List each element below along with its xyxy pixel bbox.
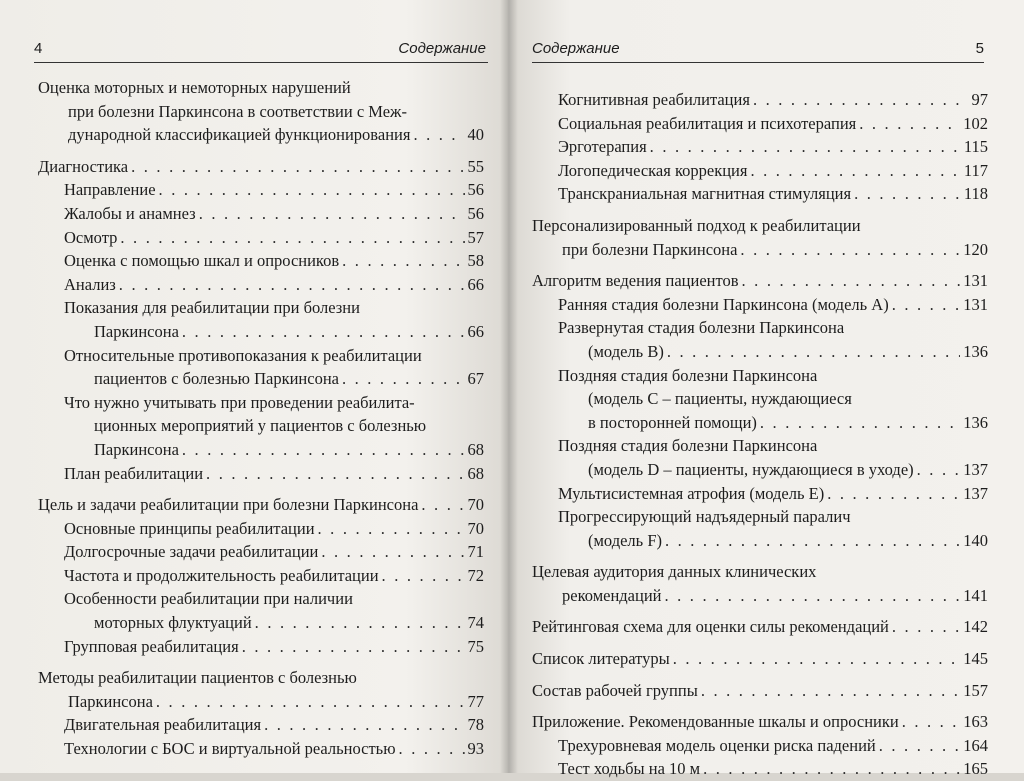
toc-page-number: 66 (467, 274, 484, 294)
toc-page-number: 163 (963, 712, 988, 732)
toc-entry[interactable] (532, 135, 988, 159)
toc-entry-title: моторных флуктуаций (94, 613, 252, 633)
toc-entry-title: рекомендаций (562, 585, 662, 605)
leader-dots (703, 757, 960, 781)
section-gap (532, 639, 988, 647)
toc-entry-title: Список литературы (532, 649, 670, 669)
toc-page-number: 70 (467, 518, 484, 538)
toc-page-number: 68 (467, 463, 484, 483)
toc-page-number: 140 (963, 530, 988, 550)
toc-entry-title: при болезни Паркинсона в соответствии с Меж- (68, 101, 407, 121)
toc-entry[interactable] (532, 112, 988, 136)
leader-dots (321, 540, 464, 564)
leader-dots (342, 249, 464, 273)
toc-page-number: 40 (467, 125, 484, 145)
toc-list (532, 88, 988, 781)
leader-dots (650, 135, 961, 159)
toc-page-number: 137 (963, 483, 988, 503)
toc-entry-title: Мультисистемная атрофия (модель Е) (558, 483, 825, 503)
leader-dots (413, 123, 464, 147)
leader-dots (399, 737, 465, 761)
leader-dots (255, 611, 465, 635)
toc-entry-title: Эрготерапия (558, 137, 647, 157)
toc-entry[interactable] (532, 293, 988, 317)
toc-entry[interactable] (38, 226, 484, 250)
toc-page-number: 97 (971, 90, 988, 109)
toc-entry-title: дународной классификацией функционирования (68, 125, 411, 145)
toc-entry-title: Направление (64, 180, 156, 200)
toc-entry-title: Состав рабочей группы (532, 680, 698, 700)
toc-entry[interactable] (532, 505, 988, 552)
leader-dots (917, 458, 961, 482)
toc-entry[interactable] (38, 462, 484, 486)
leader-dots (182, 320, 465, 344)
toc-entry[interactable] (532, 88, 988, 112)
toc-entry-title: Социальная реабилитация и психотерапия (558, 113, 857, 133)
toc-page-number: 165 (963, 759, 988, 779)
leader-dots (665, 584, 961, 608)
toc-entry-title: Поздняя стадия болезни Паркинсона (558, 365, 818, 385)
leader-dots (318, 517, 465, 541)
leader-dots (421, 493, 464, 517)
toc-page-number: 72 (467, 565, 484, 585)
toc-entry[interactable] (532, 615, 988, 639)
toc-entry-title: ционных мероприятий у пациентов с болезнью (94, 416, 427, 436)
toc-entry[interactable] (38, 273, 484, 297)
toc-entry-title: при болезни Паркинсона (562, 239, 738, 259)
leader-dots (740, 238, 960, 262)
page-number: 4 (34, 40, 43, 57)
leader-dots (859, 112, 960, 136)
toc-entry-title: Когнитивная реабилитация (558, 90, 750, 109)
toc-page-number: 67 (467, 369, 484, 389)
toc-entry-title: Персонализированный подход к реабилитации (532, 215, 861, 235)
toc-entry[interactable] (38, 493, 484, 517)
leader-dots (892, 615, 960, 639)
toc-entry-title: Двигательная реабилитация (64, 715, 262, 735)
toc-page-number: 55 (467, 156, 484, 176)
toc-entry-title: Трехуровневая модель оценки риска падений (558, 735, 876, 755)
toc-entry[interactable] (38, 155, 484, 179)
toc-page-number: 56 (467, 203, 484, 223)
toc-entry[interactable] (38, 635, 484, 659)
toc-entry[interactable] (532, 734, 988, 758)
section-gap (38, 658, 484, 666)
leader-dots (342, 367, 465, 391)
leader-dots (753, 88, 969, 112)
toc-page-number: 117 (963, 160, 988, 180)
toc-entry[interactable] (532, 269, 988, 293)
toc-page-number: 142 (963, 617, 988, 637)
toc-entry[interactable] (38, 178, 484, 202)
toc-page-number: 137 (963, 459, 988, 479)
leader-dots (879, 734, 961, 758)
toc-entry-title: Основные принципы реабилитации (64, 518, 315, 538)
toc-entry[interactable] (38, 76, 484, 147)
toc-entry-title: Прогрессирующий надъядерный паралич (558, 507, 851, 527)
toc-entry[interactable] (38, 587, 484, 634)
toc-list (38, 76, 484, 761)
leader-dots (382, 564, 465, 588)
toc-entry[interactable] (532, 757, 988, 781)
toc-page-number: 58 (467, 251, 484, 271)
toc-entry-title: в посторонней помощи) (588, 412, 757, 432)
page-number: 5 (975, 40, 984, 57)
toc-entry-title: (модель F) (588, 530, 662, 550)
header-rule (532, 62, 984, 63)
section-gap (38, 485, 484, 493)
toc-page-number: 136 (963, 412, 988, 432)
leader-dots (854, 182, 961, 206)
section-gap (532, 607, 988, 615)
toc-entry-title: Особенности реабилитации при наличии (64, 589, 353, 609)
toc-page-number: 164 (963, 735, 988, 755)
leader-dots (206, 462, 464, 486)
toc-page-number: 68 (467, 439, 484, 459)
toc-entry[interactable] (532, 159, 988, 183)
toc-entry[interactable] (38, 666, 484, 713)
book-gutter (500, 0, 518, 773)
leader-dots (701, 679, 960, 703)
toc-entry-title: Методы реабилитации пациентов с болезнью (38, 668, 357, 688)
section-gap (532, 206, 988, 214)
leader-dots (120, 226, 464, 250)
toc-entry-title: Анализ (64, 274, 116, 294)
toc-page-number: 141 (963, 585, 988, 605)
toc-page-number: 78 (467, 715, 484, 735)
leader-dots (199, 202, 465, 226)
leader-dots (827, 482, 960, 506)
toc-entry-title: Транскраниальная магнитная стимуляция (558, 184, 852, 204)
toc-entry-title: Частота и продолжительность реабилитации (64, 565, 379, 585)
toc-page-number: 70 (467, 495, 484, 515)
toc-entry[interactable] (532, 214, 988, 261)
toc-entry-title: Оценка моторных и немоторных нарушений (38, 78, 351, 97)
leader-dots (902, 710, 961, 734)
leader-dots (242, 635, 465, 659)
running-title: Содержание (532, 40, 620, 57)
toc-entry-title: Рейтинговая схема для оценки силы рекомендаций (532, 617, 889, 637)
toc-page-number: 93 (467, 739, 484, 759)
left-page (0, 0, 508, 773)
toc-entry-title: План реабилитации (64, 463, 204, 483)
toc-entry-title: (модель В) (588, 341, 664, 361)
toc-entry-title: Показания для реабилитации при болезни (64, 298, 360, 318)
toc-entry-title: Относительные противопоказания к реабилитации (64, 345, 422, 365)
section-gap (532, 702, 988, 710)
toc-entry-title: Поздняя стадия болезни Паркинсона (558, 436, 818, 456)
toc-entry-title: Развернутая стадия болезни Паркинсона (558, 318, 845, 338)
toc-entry-title: Целевая аудитория данных клинических (532, 562, 817, 582)
toc-entry[interactable] (38, 249, 484, 273)
toc-entry-title: Приложение. Рекомендованные шкалы и опросники (532, 712, 899, 732)
toc-entry[interactable] (532, 482, 988, 506)
leader-dots (264, 713, 464, 737)
toc-entry[interactable] (38, 202, 484, 226)
toc-entry-title: Ранняя стадия болезни Паркинсона (модель А) (558, 294, 889, 314)
leader-dots (750, 159, 960, 183)
toc-entry-title: Алгоритм ведения пациентов (532, 271, 739, 291)
leader-dots (665, 529, 960, 553)
toc-entry-title: Паркинсона (68, 691, 153, 711)
toc-entry-title: Что нужно учитывать при проведении реабилита- (64, 392, 415, 412)
leader-dots (131, 155, 464, 179)
leader-dots (182, 438, 465, 462)
toc-entry-title: Технологии с БОС и виртуальной реальностью (64, 739, 396, 759)
toc-page-number: 71 (467, 542, 484, 562)
toc-page-number: 115 (963, 137, 988, 157)
toc-entry-title: Тест ходьбы на 10 м (558, 759, 701, 779)
toc-entry-title: (модель D – пациенты, нуждающиеся в уходе) (588, 459, 914, 479)
leader-dots (673, 647, 961, 671)
toc-entry-title: Паркинсона (94, 439, 179, 459)
toc-entry[interactable] (532, 316, 988, 363)
toc-entry[interactable] (38, 296, 484, 343)
leader-dots (892, 293, 961, 317)
toc-entry[interactable] (38, 391, 484, 462)
toc-page-number: 131 (963, 294, 988, 314)
toc-page-number: 136 (963, 341, 988, 361)
toc-entry-title: Паркинсона (94, 321, 179, 341)
toc-page-number: 77 (467, 691, 484, 711)
toc-entry-title: Диагностика (38, 156, 129, 176)
toc-entry-title: (модель С – пациенты, нуждающиеся (588, 389, 852, 409)
toc-page-number: 145 (963, 649, 988, 669)
toc-page-number: 57 (467, 227, 484, 247)
toc-entry-title: Оценка с помощью шкал и опросников (64, 251, 340, 271)
toc-entry[interactable] (38, 517, 484, 541)
header-rule (34, 62, 488, 63)
leader-dots (760, 411, 960, 435)
section-gap (38, 147, 484, 155)
toc-entry[interactable] (38, 564, 484, 588)
toc-entry[interactable] (38, 540, 484, 564)
toc-entry[interactable] (532, 560, 988, 607)
toc-entry[interactable] (38, 713, 484, 737)
toc-entry-title: Логопедическая коррекция (558, 160, 748, 180)
toc-entry[interactable] (532, 647, 988, 671)
toc-page-number: 157 (963, 680, 988, 700)
toc-page-number: 118 (963, 184, 988, 204)
leader-dots (156, 690, 465, 714)
leader-dots (667, 340, 960, 364)
toc-page-number: 120 (963, 239, 988, 259)
toc-entry-title: Осмотр (64, 227, 118, 247)
toc-entry[interactable] (532, 710, 988, 734)
toc-page-number: 74 (467, 613, 484, 633)
section-gap (532, 261, 988, 269)
toc-entry[interactable] (532, 364, 988, 435)
toc-entry[interactable] (532, 182, 988, 206)
toc-page-number: 56 (467, 180, 484, 200)
toc-entry[interactable] (38, 737, 484, 761)
toc-entry-title: Цель и задачи реабилитации при болезни Паркинсона (38, 495, 419, 515)
toc-page-number: 131 (963, 271, 988, 291)
toc-entry[interactable] (38, 344, 484, 391)
toc-entry[interactable] (532, 679, 988, 703)
toc-entry[interactable] (532, 434, 988, 481)
toc-page-number: 102 (963, 113, 988, 133)
section-gap (532, 671, 988, 679)
leader-dots (742, 269, 961, 293)
leader-dots (159, 178, 465, 202)
right-page (508, 0, 1024, 779)
toc-entry-title: Жалобы и анамнез (64, 203, 196, 223)
running-title: Содержание (398, 40, 486, 57)
toc-entry-title: пациентов с болезнью Паркинсона (94, 369, 339, 389)
leader-dots (119, 273, 465, 297)
toc-page-number: 75 (467, 636, 484, 656)
toc-entry-title: Долгосрочные задачи реабилитации (64, 542, 319, 562)
section-gap (532, 552, 988, 560)
toc-page-number: 66 (467, 321, 484, 341)
toc-entry-title: Групповая реабилитация (64, 636, 239, 656)
